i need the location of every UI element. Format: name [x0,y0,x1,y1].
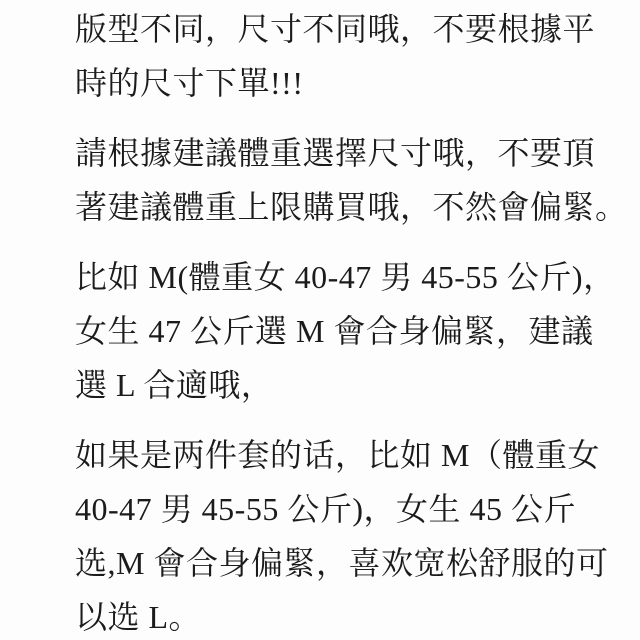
text-line: 女生 47 公斤選 M 會合身偏緊，建議 [75,313,594,349]
paragraph-size-m-example [75,250,616,412]
text-line: 版型不同，尺寸不同哦，不要根據平 [75,11,596,47]
text-line: 如果是两件套的话，比如 M（體重女 [75,437,600,473]
text-line: 請根據建議體重選擇尺寸哦，不要頂 [75,135,596,171]
paragraph-two-piece-example [75,428,609,640]
paragraph-fit-warning [75,2,600,110]
text-line: 40-47 男 45-55 公斤)，女生 45 公斤 [75,491,576,527]
text-line: 以选 L。 [75,599,202,635]
text-line: 時的尺寸下單!!! [75,65,304,101]
paragraph-weight-advice [75,126,628,234]
text-line: 选,M 會合身偏緊，喜欢宽松舒服的可 [75,545,609,581]
text-line: 著建議體重上限購買哦，不然會偏緊。 [75,189,628,225]
text-line: 選 L 合適哦， [75,367,274,403]
text-line: 比如 M(體重女 40-47 男 45-55 公斤)， [75,259,616,295]
